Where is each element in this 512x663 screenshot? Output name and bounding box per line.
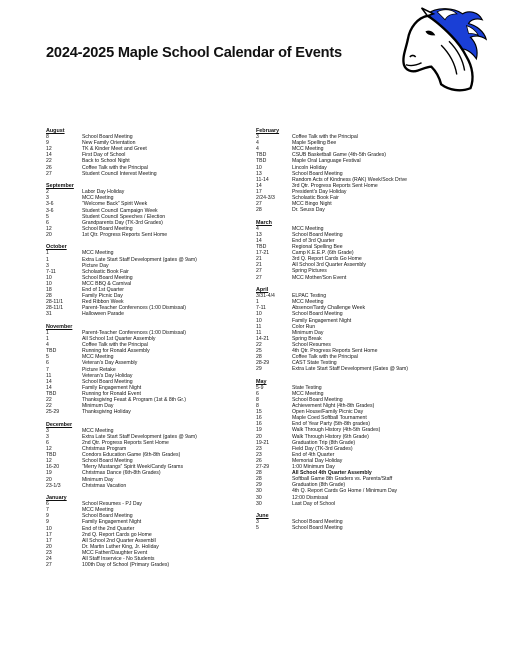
event-name: “Welcome Back” Spirit Week xyxy=(82,201,148,208)
event-name: 12:00 Dismissal xyxy=(292,494,329,501)
month-heading: December xyxy=(46,421,73,428)
event-date: 10 xyxy=(256,317,262,324)
event-date: 28-29 xyxy=(256,360,270,367)
event-name: 4th Qtr. Progress Reports Sent Home xyxy=(292,347,378,354)
event-date: 17-21 xyxy=(256,250,270,257)
event-date: 28-11/1 xyxy=(46,305,64,312)
event-name: Spring Break xyxy=(292,335,322,342)
event-date: 23 xyxy=(256,445,262,452)
event-date: 10 xyxy=(256,164,262,171)
event-name: Labor Day Holiday xyxy=(82,189,125,196)
event-date: 22 xyxy=(46,158,52,165)
event-name: School Board Meeting xyxy=(82,513,133,520)
event-date: 2/24-3/3 xyxy=(256,195,275,202)
event-date: 3/31-4/4 xyxy=(256,293,275,300)
event-name: MCC Meeting xyxy=(292,146,324,153)
event-date: 25-29 xyxy=(46,409,60,416)
event-date: 20 xyxy=(46,231,52,238)
event-date: 14 xyxy=(46,384,52,391)
event-date: 13 xyxy=(256,170,262,177)
event-name: School Board Meeting xyxy=(82,378,133,385)
event-name: Christmas Program xyxy=(82,446,127,453)
event-name: Red Ribbon Week xyxy=(82,299,124,306)
event-name: 1:00 Minimum Day xyxy=(292,464,335,471)
event-name: Achievement Night (4th-8th Grades) xyxy=(292,403,375,410)
event-date: 1 xyxy=(46,336,49,343)
event-date: 30 xyxy=(256,488,262,495)
event-date: 30 xyxy=(256,500,262,507)
event-date: 3 xyxy=(46,427,49,434)
event-date: 3 xyxy=(46,195,49,202)
event-row xyxy=(256,525,466,531)
event-date: 9 xyxy=(46,140,49,147)
event-name: Halloween Parade xyxy=(82,311,125,318)
event-date: 20 xyxy=(46,543,52,550)
event-name: Picture Retake xyxy=(82,366,116,373)
event-name: Maple Oral Language Festival xyxy=(292,158,361,165)
event-name: MCC Meeting xyxy=(82,354,114,361)
event-name: New Family Orientation xyxy=(82,140,136,147)
event-row xyxy=(46,311,256,317)
event-date: 7 xyxy=(46,507,49,514)
event-name: Walk Through History (6th Grade) xyxy=(292,433,369,440)
month-heading: January xyxy=(46,495,67,502)
event-name: Scholastic Book Fair xyxy=(82,268,129,275)
event-name: MCC Meeting xyxy=(82,507,114,514)
event-date: 7-11 xyxy=(256,305,266,312)
event-name: Lincoln Holiday xyxy=(292,164,327,171)
event-date: 20 xyxy=(46,476,52,483)
event-date: 14-21 xyxy=(256,335,270,342)
event-name: All School 1st Quarter Assembly xyxy=(82,336,156,343)
month-heading: September xyxy=(46,183,74,190)
event-name: TK & Kinder Meet and Greet xyxy=(82,146,147,153)
month-heading: May xyxy=(256,378,267,385)
event-name: Running for Ronald Event xyxy=(82,390,141,397)
event-date: 26 xyxy=(46,164,52,171)
event-date: 3 xyxy=(256,519,259,526)
event-date: 10 xyxy=(256,311,262,318)
event-name: 2nd Qtr. Progress Reports Sent Home xyxy=(82,439,169,446)
event-date: 12 xyxy=(46,146,52,153)
event-name: Extra Late Start Staff Development (gates @ 9am) xyxy=(82,433,197,440)
event-name: Parent-Teacher Conferences (1:00 Dismissal) xyxy=(82,305,186,312)
event-date: 14 xyxy=(46,378,52,385)
event-date: 11 xyxy=(46,372,52,379)
event-name: Maple Spelling Bee xyxy=(292,140,337,147)
event-date: TBD xyxy=(46,348,57,355)
month-heading: June xyxy=(256,513,269,520)
event-name: MCC Meeting xyxy=(82,427,114,434)
event-date: 6 xyxy=(46,360,49,367)
event-date: 29 xyxy=(256,482,262,489)
event-name: Thanksgiving Holiday xyxy=(82,409,131,416)
event-date: 8 xyxy=(256,403,259,410)
event-date: 4 xyxy=(256,140,259,147)
event-name: School Board Meeting xyxy=(82,458,133,465)
event-date: 5 xyxy=(46,213,49,220)
event-name: Christmas Dance (6th-8th Grades) xyxy=(82,470,161,477)
event-name: School Board Meeting xyxy=(292,525,343,532)
event-date: 27 xyxy=(256,201,262,208)
event-name: End of Year Party (5th-8th grades) xyxy=(292,421,371,428)
event-date: 22 xyxy=(256,341,262,348)
event-name: Minimum Day xyxy=(292,329,324,336)
event-name: Coffee Talk with the Principal xyxy=(82,342,148,349)
event-name: School Board Meeting xyxy=(292,397,343,404)
event-name: MCC BBQ & Carnival xyxy=(82,280,132,287)
event-name: Condors Education Game (6th-8th Grades) xyxy=(82,452,181,459)
event-name: 2nd Q. Report Cards go Home xyxy=(82,531,152,538)
event-date: 8 xyxy=(46,134,49,141)
event-date: 19 xyxy=(256,427,262,434)
month-heading: November xyxy=(46,323,73,330)
event-date: 13 xyxy=(256,231,262,238)
event-name: Thanksgiving Feast & Program (1st & 8th Gr.) xyxy=(82,397,186,404)
event-date: 3 xyxy=(256,134,259,141)
event-name: Back to School Night xyxy=(82,158,130,165)
event-name: 1st Qtr. Progress Reports Sent Home xyxy=(82,231,168,238)
event-name: Student Council Interest Meeting xyxy=(82,170,157,177)
event-name: Grandparents Day (TK-3rd Grades) xyxy=(82,219,163,226)
event-date: 28 xyxy=(256,207,262,214)
event-date: 6 xyxy=(46,219,49,226)
event-name: School Board Meeting xyxy=(292,519,343,526)
event-name: MCC Meeting xyxy=(292,390,324,397)
event-date: 23 xyxy=(256,451,262,458)
event-name: MCC Meeting xyxy=(292,225,324,232)
event-name: President's Day Holiday xyxy=(292,188,347,195)
event-date: 23 xyxy=(46,549,52,556)
event-name: MCC Mother/Son Event xyxy=(292,274,347,281)
event-date: 11 xyxy=(256,323,262,330)
event-name: MCC Bingo Night xyxy=(292,201,332,208)
event-name: Walk Through History (4th-5th Grades) xyxy=(292,427,381,434)
event-date: 14 xyxy=(256,182,262,189)
event-date: 4 xyxy=(256,146,259,153)
event-date: 10 xyxy=(46,525,52,532)
event-date: 2 xyxy=(46,189,49,196)
event-name: MCC Meeting xyxy=(292,299,324,306)
event-name: End of 3rd Quarter xyxy=(292,237,335,244)
event-date: 14 xyxy=(46,152,52,159)
event-date: 7-11 xyxy=(46,268,56,275)
event-name: School Resumes - PJ Day xyxy=(82,501,142,508)
event-name: Minimum Day xyxy=(82,403,114,410)
event-name: Running for Ronald Assembly xyxy=(82,348,150,355)
event-date: 31 xyxy=(46,311,52,318)
event-name: End of 1st Quarter xyxy=(82,287,125,294)
event-date: 6 xyxy=(256,390,259,397)
event-name: Minimum Day xyxy=(82,476,114,483)
event-name: Student Council Speeches / Election xyxy=(82,213,166,220)
event-name: Color Run xyxy=(292,323,316,330)
event-date: 16 xyxy=(256,415,262,422)
event-name: Veteran's Day Holiday xyxy=(82,372,133,379)
event-date: 21 xyxy=(256,262,262,269)
event-date: 4 xyxy=(46,342,49,349)
event-name: Dr. Martin Luther King, Jr. Holiday xyxy=(82,543,159,550)
event-name: CSUB Basketball Game (4th-5th Grades) xyxy=(292,152,386,159)
event-date: 20 xyxy=(256,433,262,440)
event-date: 18 xyxy=(46,287,52,294)
event-date: 1 xyxy=(256,299,259,306)
event-name: Family Engagement Night xyxy=(292,317,352,324)
event-name: 100th Day of School (Primary Grades) xyxy=(82,562,170,569)
event-date: 19 xyxy=(46,470,52,477)
event-date: 14 xyxy=(256,237,262,244)
left-column xyxy=(46,128,256,568)
event-name: Coffee Talk with the Principal xyxy=(292,354,358,361)
event-row xyxy=(46,171,256,177)
event-name: Field Day (TK-3rd Grades) xyxy=(292,445,353,452)
event-name: 4th Q. Report Cards Go Home / Minimum Day xyxy=(292,488,398,495)
event-name: MCC Meeting xyxy=(82,250,114,257)
event-name: Absence/Tardy Challenge Week xyxy=(292,305,366,312)
month-heading: October xyxy=(46,244,67,251)
event-name: Memorial Day Holiday xyxy=(292,457,343,464)
event-date: 17 xyxy=(256,188,262,195)
event-date: 11 xyxy=(256,329,262,336)
event-date: TBD xyxy=(46,452,57,459)
event-date: 28 xyxy=(256,476,262,483)
event-name: CAST State Testing xyxy=(292,360,337,367)
event-name: Extra Late Start Staff Development (Gates @ 9am) xyxy=(292,366,408,373)
event-date: 30 xyxy=(256,494,262,501)
event-date: 28 xyxy=(256,470,262,477)
event-name: School Resumes xyxy=(292,341,331,348)
event-date: 22 xyxy=(46,403,52,410)
event-date: TBD xyxy=(256,244,267,251)
event-name: Last Day of School xyxy=(292,500,336,507)
event-row xyxy=(46,409,256,415)
event-date: 11-14 xyxy=(256,176,269,183)
event-name: Christmas Vacation xyxy=(82,482,127,489)
event-row xyxy=(256,501,466,507)
event-date: TBD xyxy=(256,152,267,159)
event-date: 9 xyxy=(46,519,49,526)
event-date: 5 xyxy=(256,525,259,532)
event-name: Coffee Talk with the Principal xyxy=(292,134,358,141)
event-name: “Merry Mustangs” Spirit Week/Candy Grams xyxy=(82,464,184,471)
event-date: 3-6 xyxy=(46,201,54,208)
event-date: 3-6 xyxy=(46,207,54,214)
event-name: Softball Game 8th Graders vs. Parents/Staff xyxy=(292,476,393,483)
event-name: All School 2nd Quarter Assembll xyxy=(82,537,156,544)
event-name: School Board Meeting xyxy=(82,134,133,141)
event-date: 16-20 xyxy=(46,464,60,471)
event-date: 6 xyxy=(46,439,49,446)
event-name: All Staff Inservice - No Students xyxy=(82,556,155,563)
event-name: Student Council Campaign Week xyxy=(82,207,158,214)
event-name: Random Acts of Kindness (RAK) Week/Sock Drive xyxy=(292,176,408,183)
event-row xyxy=(46,483,256,489)
event-date: 28-11/1 xyxy=(46,299,64,306)
event-date: 15 xyxy=(256,409,262,416)
event-name: MCC Father/Daughter Event xyxy=(82,549,148,556)
event-name: MCC Meeting xyxy=(82,195,114,202)
event-name: Maple Coed Softball Tournament xyxy=(292,415,367,422)
page-title: 2024-2025 Maple School Calendar of Events xyxy=(46,45,342,61)
mustang-logo-icon xyxy=(398,6,496,98)
event-name: School Board Meeting xyxy=(292,170,343,177)
event-name: Coffee Talk with the Principal xyxy=(82,164,148,171)
month-heading: April xyxy=(256,287,269,294)
event-name: Family Engagement Night xyxy=(82,384,142,391)
event-name: Graduation (8th Grade) xyxy=(292,482,346,489)
event-name: Graduation Trip (8th Grade) xyxy=(292,439,356,446)
event-date: 16 xyxy=(256,421,262,428)
event-name: State Testing xyxy=(292,384,322,391)
event-date: 27 xyxy=(46,562,52,569)
event-name: End of the 2nd Quarter xyxy=(82,525,135,532)
event-date: 6 xyxy=(46,501,49,508)
event-name: Family Picnic Day xyxy=(82,293,123,300)
event-date: 28 xyxy=(256,354,262,361)
event-date: 27-29 xyxy=(256,464,270,471)
event-date: 29 xyxy=(256,366,262,373)
right-column xyxy=(256,128,466,531)
event-name: Camp K.E.E.P. (6th Grade) xyxy=(292,250,354,257)
event-date: 7 xyxy=(46,366,49,373)
event-name: School Board Meeting xyxy=(82,274,133,281)
event-date: 27 xyxy=(256,274,262,281)
event-date: 25 xyxy=(256,347,262,354)
month-heading: February xyxy=(256,128,280,134)
event-name: End of 4th Quarter xyxy=(292,451,335,458)
event-date: 12 xyxy=(46,446,52,453)
event-name: School Board Meeting xyxy=(82,225,133,232)
event-date: 12 xyxy=(46,225,52,232)
event-date: 12 xyxy=(46,458,52,465)
event-name: Dr. Seuss Day xyxy=(292,207,325,214)
event-date: 1 xyxy=(46,256,49,263)
event-name: All School 4th Quarter Assembly xyxy=(292,470,372,477)
event-date: 24 xyxy=(46,556,52,563)
event-row xyxy=(256,366,466,372)
event-date: 19-21 xyxy=(256,439,270,446)
event-name: School Board Meeting xyxy=(292,231,343,238)
event-date: TBD xyxy=(256,158,267,165)
event-name: Family Engagement Night xyxy=(82,519,142,526)
event-date: 4 xyxy=(256,225,259,232)
event-date: 1 xyxy=(46,329,49,336)
event-date: 27 xyxy=(256,268,262,275)
event-date: TBD xyxy=(46,390,57,397)
event-name: ELPAC Testing xyxy=(292,293,327,300)
event-date: 10 xyxy=(46,280,52,287)
event-date: 8 xyxy=(256,397,259,404)
event-name: Spring Pictures xyxy=(292,268,327,275)
event-date: 3 xyxy=(46,262,49,269)
event-row xyxy=(46,232,256,238)
event-name: First Day of School xyxy=(82,152,126,159)
event-name: Regional Spelling Bee xyxy=(292,244,343,251)
event-date: 9 xyxy=(46,513,49,520)
event-date: 21 xyxy=(256,256,262,263)
event-date: 17 xyxy=(46,531,52,538)
event-date: 1 xyxy=(46,250,49,257)
event-row xyxy=(256,275,466,281)
event-name: 3rd Qtr. Progress Reports Sent Home xyxy=(292,182,378,189)
event-name: All School 3rd Quarter Assembly xyxy=(292,262,366,269)
event-date: 5 xyxy=(46,354,49,361)
event-name: Scholastic Book Fair xyxy=(292,195,339,202)
event-date: 28 xyxy=(46,293,52,300)
event-date: 27 xyxy=(46,170,52,177)
event-date: 26 xyxy=(256,457,262,464)
event-date: 23-1/3 xyxy=(46,482,61,489)
event-row xyxy=(256,207,466,213)
event-name: Veteran's Day Assembly xyxy=(82,360,138,367)
event-name: 3rd Q. Report Cards Go Home xyxy=(292,256,362,263)
month-heading: August xyxy=(46,128,65,134)
event-date: 3 xyxy=(46,433,49,440)
event-row xyxy=(46,562,256,568)
event-date: 10 xyxy=(46,274,52,281)
event-name: Extra Late Start Staff Development (gates @ 9am) xyxy=(82,256,197,263)
event-date: 5-9 xyxy=(256,384,264,391)
event-name: Parent-Teacher Conferences (1:00 Dismissal) xyxy=(82,329,186,336)
event-name: Open House/Family Picnic Day xyxy=(292,409,364,416)
event-date: 22 xyxy=(46,397,52,404)
event-name: Picture Day xyxy=(82,262,109,269)
month-heading: March xyxy=(256,219,272,226)
event-name: School Board Meeting xyxy=(292,311,343,318)
event-date: 17 xyxy=(46,537,52,544)
